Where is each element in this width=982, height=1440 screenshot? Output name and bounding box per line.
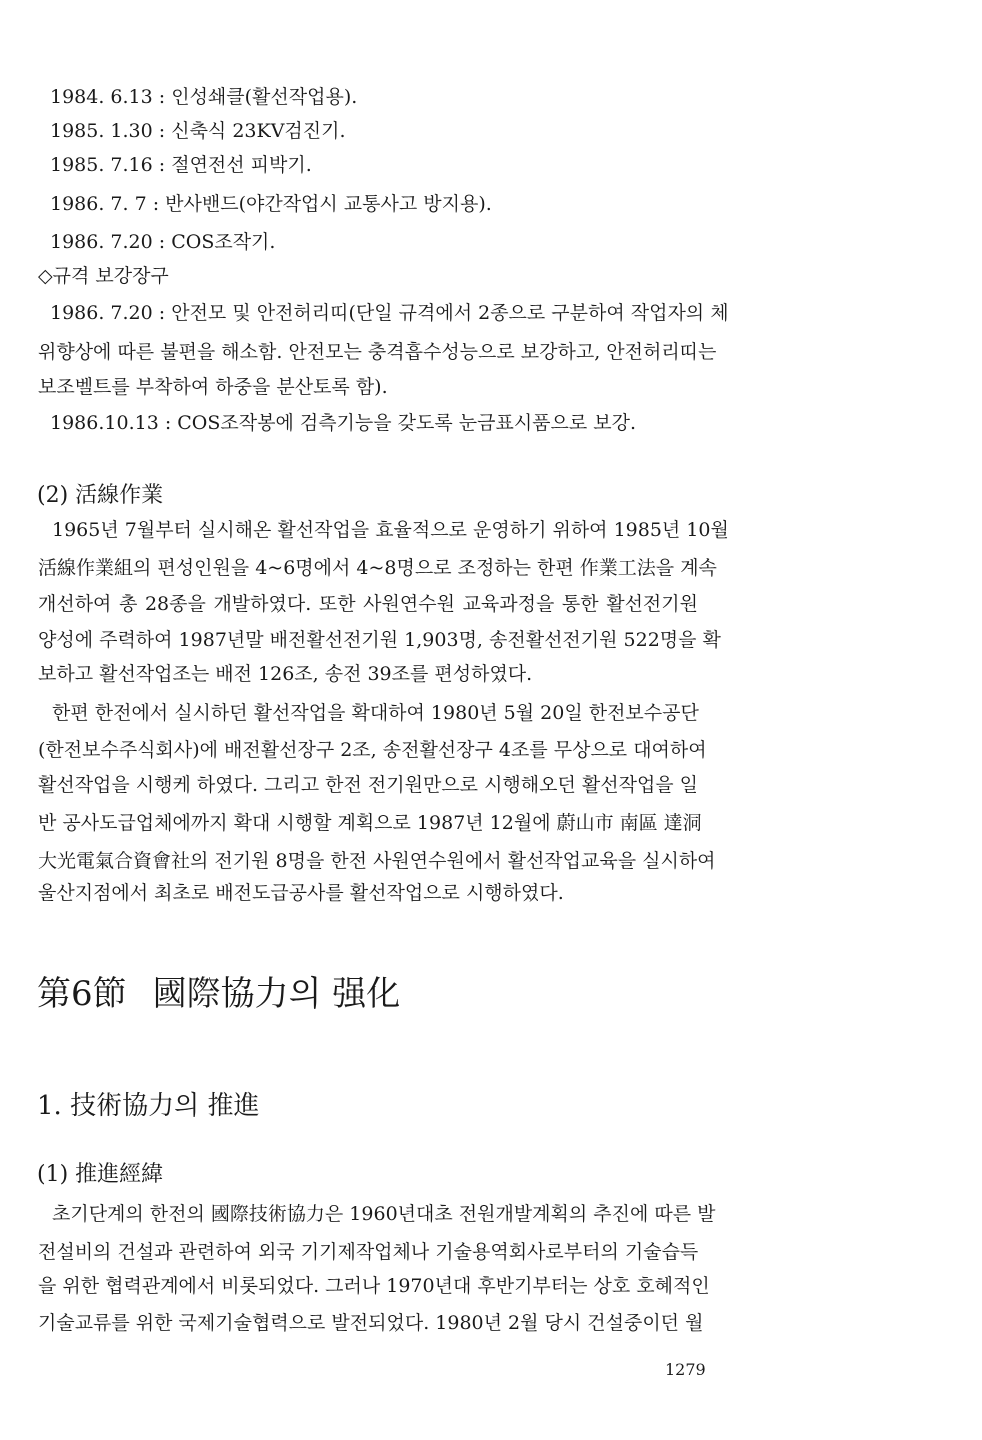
- section-heading: [37, 972, 400, 1016]
- paragraph-line: 한편 한전에서 실시하던 활선작업을 확대하여 1980년 5월 20일 한전보수공단: [52, 702, 699, 724]
- background-heading: (1) 推進經緯: [37, 1162, 164, 1187]
- live-work-heading: (2) 活線作業: [37, 483, 164, 508]
- paragraph-line: 울산지점에서 최초로 배전도급공사를 활선작업으로 시행하였다.: [38, 882, 564, 904]
- reinforcement-line: 보조벨트를 부착하여 하중을 분산토록 함).: [38, 376, 388, 398]
- reinforcement-line: 1986. 7.20 : 안전모 및 안전허리띠(단일 규격에서 2종으로 구분하여 작업자의 체: [50, 302, 729, 324]
- paragraph-line: 활선작업을 시행케 하였다. 그리고 한전 전기원만으로 시행해오던 활선작업을 일: [38, 774, 699, 796]
- reinforcement-heading: ◇규격 보강장구: [38, 265, 169, 287]
- equipment-item: 1986. 7. 7 : 반사밴드(야간작업시 교통사고 방지용).: [50, 193, 492, 215]
- paragraph-line: 보하고 활선작업조는 배전 126조, 송전 39조를 편성하였다.: [38, 663, 533, 685]
- paragraph-line: 을 위한 협력관계에서 비롯되었다. 그러나 1970년대 후반기부터는 상호 호혜적인: [38, 1275, 710, 1297]
- paragraph-line: 大光電氣合資會社의 전기원 8명을 한전 사원연수원에서 활선작업교육을 실시하여: [38, 850, 716, 872]
- equipment-item: 1984. 6.13 : 인성쇄클(활선작업용).: [50, 86, 358, 108]
- equipment-item: 1986. 7.20 : COS조작기.: [50, 231, 276, 253]
- paragraph-line: 초기단계의 한전의 國際技術協力은 1960년대초 전원개발계획의 추진에 따른 발: [52, 1203, 716, 1225]
- paragraph-line: 1965년 7월부터 실시해온 활선작업을 효율적으로 운영하기 위하여 1985년 10월: [52, 519, 729, 541]
- equipment-item: 1985. 1.30 : 신축식 23KV검진기.: [50, 120, 346, 142]
- reinforcement-line: 1986.10.13 : COS조작봉에 검측기능을 갖도록 눈금표시품으로 보강.: [50, 412, 637, 434]
- section-title: 國際協力의 强化: [152, 974, 401, 1014]
- paragraph-line: 개선하여 총 28종을 개발하였다. 또한 사원연수원 교육과정을 통한 활선전기원: [38, 593, 698, 615]
- paragraph-line: 반 공사도급업체에까지 확대 시행할 계획으로 1987년 12월에 蔚山市 南區 達洞: [38, 812, 702, 834]
- paragraph-line: 活線作業組의 편성인원을 4~6명에서 4~8명으로 조정하는 한편 作業工法을 계속: [38, 557, 717, 579]
- paragraph-line: 전설비의 건설과 관련하여 외국 기기제작업체나 기술용역회사로부터의 기술습득: [38, 1241, 699, 1263]
- topic-heading: 1. 技術協力의 推進: [37, 1091, 260, 1121]
- paragraph-line: (한전보수주식회사)에 배전활선장구 2조, 송전활선장구 4조를 무상으로 대여하여: [38, 739, 707, 761]
- page-number: 1279: [665, 1360, 706, 1379]
- paragraph-line: 기술교류를 위한 국제기술협력으로 발전되었다. 1980년 2월 당시 건설중이던 월: [38, 1312, 704, 1334]
- paragraph-line: 양성에 주력하여 1987년말 배전활선전기원 1,903명, 송전활선전기원 522명을 확: [38, 629, 721, 651]
- equipment-item: 1985. 7.16 : 절연전선 피박기.: [50, 154, 312, 176]
- reinforcement-line: 위향상에 따른 불편을 해소함. 안전모는 충격흡수성능으로 보강하고, 안전허리띠는: [38, 341, 717, 363]
- section-number: 第6節: [37, 974, 127, 1014]
